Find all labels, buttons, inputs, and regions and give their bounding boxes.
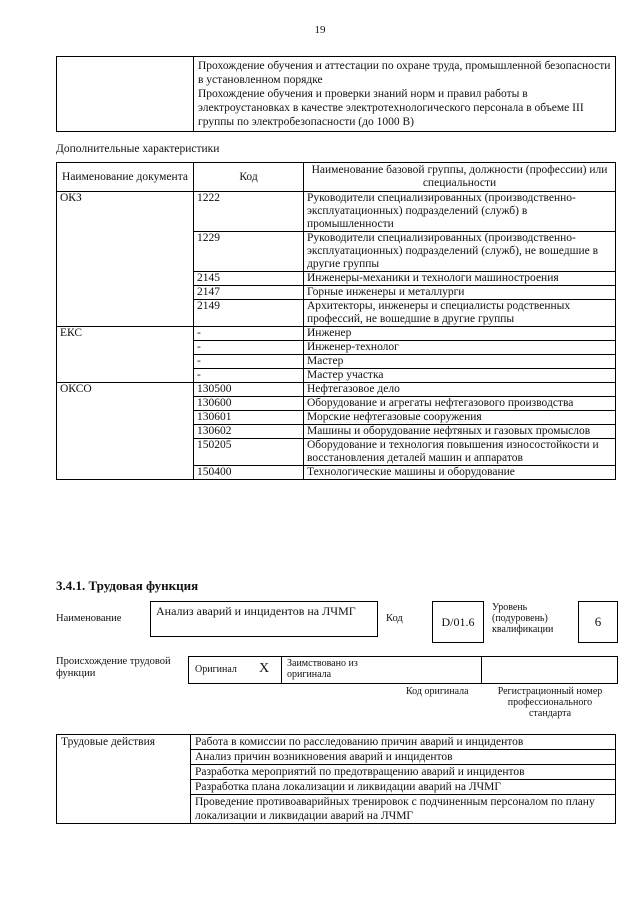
header-document: Наименование документа	[57, 163, 194, 192]
page-number: 19	[314, 24, 326, 36]
function-name-box: Анализ аварий и инцидентов на ЛЧМГ	[150, 601, 378, 637]
level-label: Уровень (подуровень) квалификации	[492, 602, 554, 635]
name-cell: Руководители специализированных (производственно-эксплуатационных) подразделений (служб) в промышленности	[304, 192, 616, 232]
work-actions-label: Трудовые действия	[57, 735, 191, 824]
requirement-electrical-safety: Прохождение обучения и проверки знаний норм и правил работы в электроустановках в качестве электротехнологического персонала в объеме III группы по электробезопасности (до 1000 В)	[198, 88, 584, 128]
qualification-level-box: 6	[578, 601, 618, 643]
original-mark: X	[259, 661, 270, 676]
additional-characteristics-title: Дополнительные характеристики	[56, 143, 220, 155]
table-row	[57, 383, 616, 397]
code-cell: 130600	[194, 397, 304, 411]
name-cell: Оборудование и агрегаты нефтегазового производства	[304, 397, 616, 411]
work-actions-table	[56, 734, 616, 824]
work-action-item: Анализ причин возникновения аварий и инцидентов	[191, 750, 616, 765]
code-cell: 2145	[194, 272, 304, 286]
section-title: 3.4.1. Трудовая функция	[56, 578, 199, 593]
code-cell: -	[194, 355, 304, 369]
table-row	[57, 735, 616, 750]
code-cell: 130601	[194, 411, 304, 425]
origin-divider	[481, 657, 482, 683]
name-cell: Нефтегазовое дело	[304, 383, 616, 397]
additional-characteristics-table	[56, 162, 616, 480]
function-code-box: D/01.6	[432, 601, 484, 643]
work-action-item: Работа в комиссии по расследованию причин аварий и инцидентов	[191, 735, 616, 750]
name-cell: Оборудование и технология повышения износостойкости и восстановления деталей машин и аппаратов	[304, 439, 616, 466]
name-cell: Инженер	[304, 327, 616, 341]
table-row	[57, 327, 616, 341]
name-cell: Горные инженеры и металлурги	[304, 286, 616, 300]
code-cell: -	[194, 327, 304, 341]
name-cell: Технологические машины и оборудование	[304, 466, 616, 480]
origin-label: Происхождение трудовой функции	[56, 656, 171, 679]
header-name: Наименование базовой группы, должности (профессии) или специальности	[304, 163, 616, 192]
code-cell: 2149	[194, 300, 304, 327]
name-cell: Инженеры-механики и технологи машиностроения	[304, 272, 616, 286]
doc-okz: ОКЗ	[57, 192, 194, 327]
code-cell: 2147	[194, 286, 304, 300]
code-cell: 150400	[194, 466, 304, 480]
original-label: Оригинал	[195, 664, 237, 675]
doc-eks: ЕКС	[57, 327, 194, 383]
requirements-cell	[194, 57, 616, 132]
name-cell: Морские нефтегазовые сооружения	[304, 411, 616, 425]
code-cell: 150205	[194, 439, 304, 466]
code-cell: 1229	[194, 232, 304, 272]
origin-table	[188, 656, 618, 684]
code-cell: 130602	[194, 425, 304, 439]
code-cell: 1222	[194, 192, 304, 232]
code-cell: -	[194, 341, 304, 355]
code-label: Код	[386, 613, 403, 624]
name-cell: Руководители специализированных (производственно-эксплуатационных) подразделений (служб), не вошедшие в другие группы	[304, 232, 616, 272]
name-cell: Мастер участка	[304, 369, 616, 383]
work-action-item: Проведение противоаварийных тренировок с подчиненным персоналом по плану локализации и ликвидации аварий на ЛЧМГ	[191, 795, 616, 824]
code-cell: 130500	[194, 383, 304, 397]
name-cell: Архитекторы, инженеры и специалисты родственных профессий, не вошедшие в другие группы	[304, 300, 616, 327]
doc-okso: ОКСО	[57, 383, 194, 480]
code-original-caption: Код оригинала	[406, 686, 469, 697]
table-row	[57, 192, 616, 232]
code-cell: -	[194, 369, 304, 383]
name-cell: Мастер	[304, 355, 616, 369]
table-header-row	[57, 163, 616, 192]
requirements-table	[56, 56, 616, 132]
borrowed-label: Заимствовано из оригинала	[287, 658, 358, 680]
name-cell: Машины и оборудование нефтяных и газовых промыслов	[304, 425, 616, 439]
reg-number-caption: Регистрационный номер профессионального стандарта	[497, 686, 603, 719]
header-code: Код	[194, 163, 304, 192]
requirements-empty-cell	[57, 57, 194, 132]
origin-divider	[281, 657, 282, 683]
work-action-item: Разработка мероприятий по предотвращению аварий и инцидентов	[191, 765, 616, 780]
requirement-safety-training: Прохождение обучения и аттестации по охране труда, промышленной безопасности в установленном порядке	[198, 60, 611, 86]
name-cell: Инженер-технолог	[304, 341, 616, 355]
name-label: Наименование	[56, 613, 122, 624]
work-action-item: Разработка плана локализации и ликвидации аварий на ЛЧМГ	[191, 780, 616, 795]
